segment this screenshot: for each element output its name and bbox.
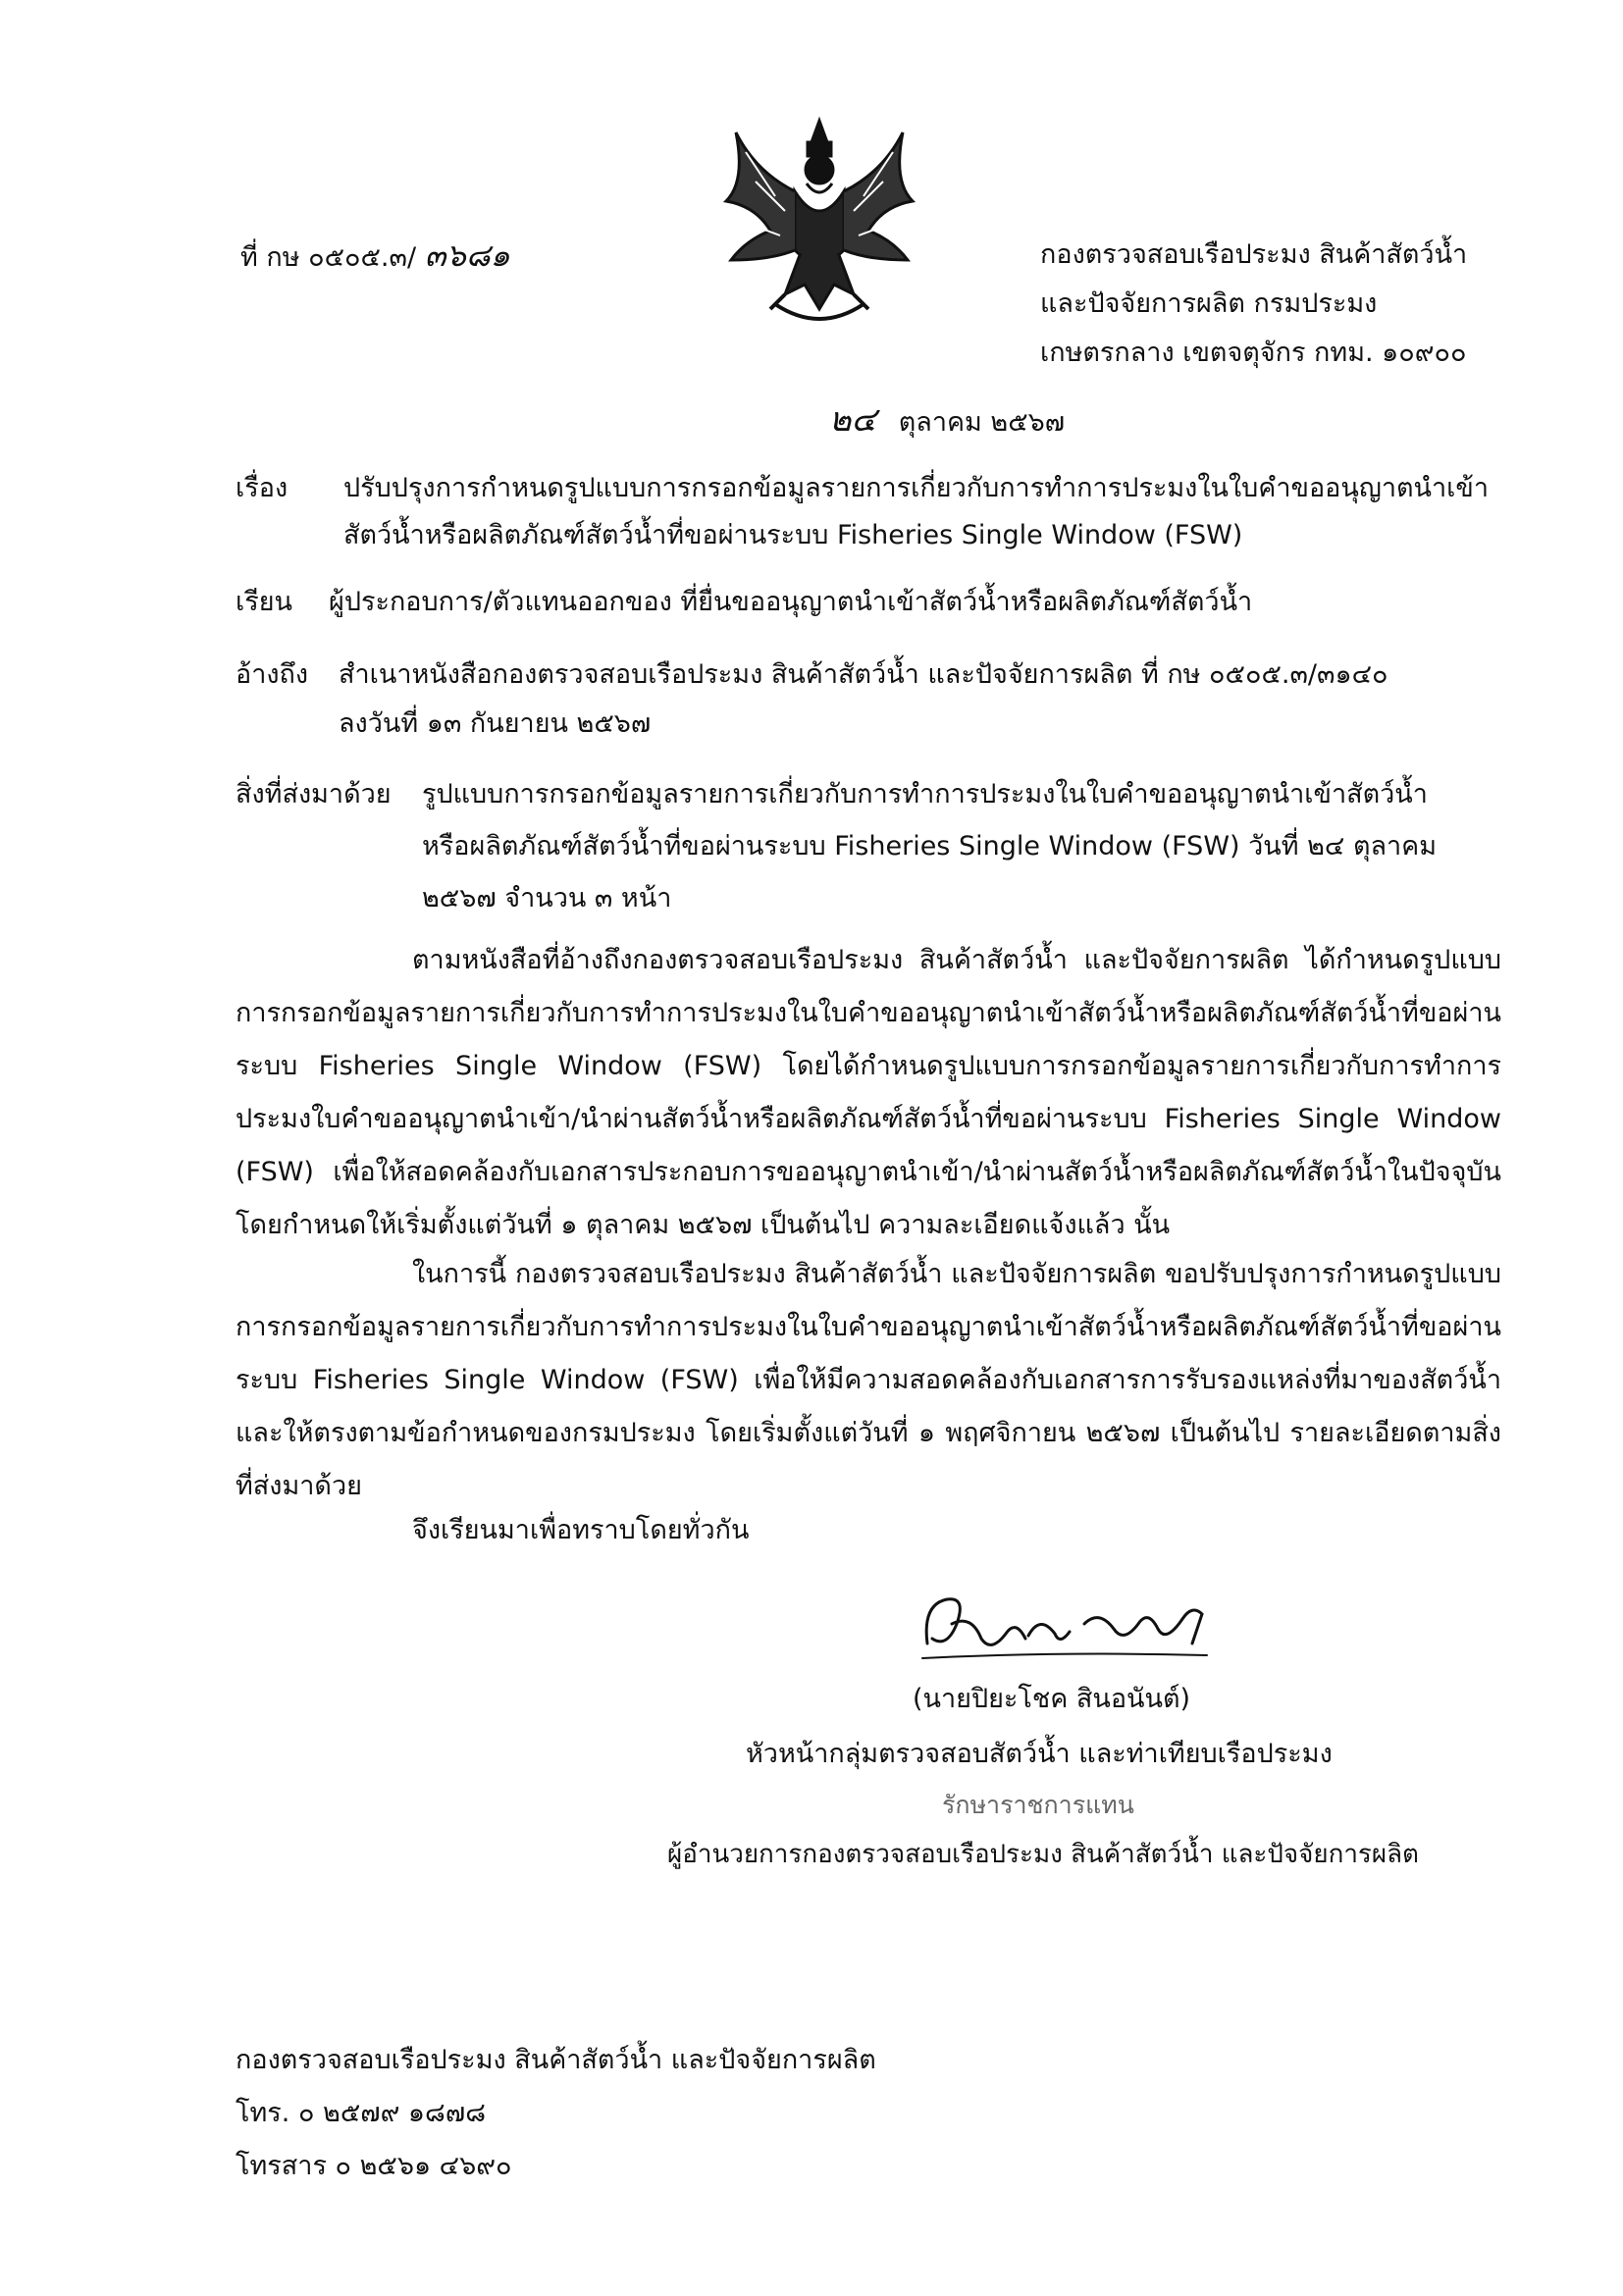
date-day-handwritten: ๒๔ [829,400,877,440]
signature-icon [913,1585,1217,1673]
enclosure-label: สิ่งที่ส่งมาด้วย [236,779,392,809]
enclosure-line-2: หรือผลิตภัณฑ์สัตว์น้ำที่ขอผ่านระบบ Fisheries Single Window (FSW) วันที่ ๒๔ ตุลาคม [422,831,1438,861]
recipient-text: ผู้ประกอบการ/ตัวแทนออกของ ที่ยื่นขออนุญาตนำเข้าสัตว์น้ำหรือผลิตภัณฑ์สัตว์น้ำ [329,587,1253,617]
enclosure-line-3: ๒๕๖๗ จำนวน ๓ หน้า [422,883,672,913]
org-address-line-1: กองตรวจสอบเรือประมง สินค้าสัตว์น้ำ [1040,239,1468,270]
closing-sentence: จึงเรียนมาเพื่อทราบโดยทั่วกัน [412,1515,750,1545]
footer-org: กองตรวจสอบเรือประมง สินค้าสัตว์น้ำ และปัจจัยการผลิต [236,2045,876,2075]
signatory-title-3: ผู้อำนวยการกองตรวจสอบเรือประมง สินค้าสัตว์น้ำ และปัจจัยการผลิต [667,1840,1419,1869]
date-month-year: ตุลาคม ๒๕๖๗ [898,407,1066,438]
reference-number-handwritten: ๓๖๘๑ [424,236,510,274]
enclosure-line-1: รูปแบบการกรอกข้อมูลรายการเกี่ยวกับการทำการประมงในใบคำขออนุญาตนำเข้าสัตว์น้ำ [422,779,1428,809]
signatory-title-2: รักษาราชการแทน [942,1791,1134,1819]
reference-line-2: ลงวันที่ ๑๓ กันยายน ๒๕๖๗ [339,708,652,739]
subject-label: เรื่อง [236,473,288,503]
signatory-title-1: หัวหน้ากลุ่มตรวจสอบสัตว์น้ำ และท่าเทียบเรือประมง [746,1739,1333,1769]
recipient-label: เรียน [236,587,293,617]
letter-date [829,400,1065,443]
org-address-line-2: และปัจจัยการผลิต กรมประมง [1040,288,1378,319]
subject-line-2: สัตว์น้ำหรือผลิตภัณฑ์สัตว์น้ำที่ขอผ่านระบบ Fisheries Single Window (FSW) [343,520,1243,550]
reference-number-prefix: ที่ กษ ๐๕๐๕.๓/ [240,242,417,273]
body-paragraph-2: ในการนี้ กองตรวจสอบเรือประมง สินค้าสัตว์น้ำ และปัจจัยการผลิต ขอปรับปรุงการกำหนดรูปแบบการกรอกข้อมูลรายการเกี่ยวกับการทำการประมงในใบคำขออนุญาตนำเข้าสัตว์น้ำหรือผลิตภัณฑ์สัตว์น้ำที่ขอผ่านระบบ Fisheries Single Window (FSW) เพื่อให้มีความสอดคล้องกับเอกสารการรับรองแหล่งที่มาของสัตว์น้ำ และให้ตรงตามข้อกำหนดของกรมประมง โดยเริ่มตั้งแต่วันที่ ๑ พฤศจิกายน ๒๕๖๗ เป็นต้นไป รายละเอียดตามสิ่งที่ส่งมาด้วย [236,1259,1501,1501]
body-paragraph-1: ตามหนังสือที่อ้างถึงกองตรวจสอบเรือประมง สินค้าสัตว์น้ำ และปัจจัยการผลิต ได้กำหนดรูปแบบการกรอกข้อมูลรายการเกี่ยวกับการทำการประมงในใบคำขออนุญาตนำเข้าสัตว์น้ำหรือผลิตภัณฑ์สัตว์น้ำที่ขอผ่านระบบ Fisheries Single Window (FSW) โดยได้กำหนดรูปแบบการกรอกข้อมูลรายการเกี่ยวกับการทำการประมงใบคำขออนุญาตนำเข้า/นำผ่านสัตว์น้ำหรือผลิตภัณฑ์สัตว์น้ำที่ขอผ่านระบบ Fisheries Single Window (FSW) เพื่อให้สอดคล้องกับเอกสารประกอบการขออนุญาตนำเข้า/นำผ่านสัตว์น้ำหรือผลิตภัณฑ์สัตว์น้ำในปัจจุบัน โดยกำหนดให้เริ่มตั้งแต่วันที่ ๑ ตุลาคม ๒๕๖๗ เป็นต้นไป ความละเอียดแจ้งแล้ว นั้น [236,945,1501,1240]
org-address-line-3: เกษตรกลาง เขตจตุจักร กทม. ๑๐๙๐๐ [1040,338,1467,368]
garuda-emblem-icon [716,113,922,334]
footer-tel: โทร. ๐ ๒๕๗๙ ๑๘๗๘ [236,2098,487,2128]
footer-fax: โทรสาร ๐ ๒๕๖๑ ๔๖๙๐ [236,2151,512,2181]
reference-label: อ้างถึง [236,659,309,690]
signatory-name: (นายปิยะโชค สินอนันต์) [913,1684,1191,1714]
reference-number [240,235,510,278]
subject-line-1: ปรับปรุงการกำหนดรูปแบบการกรอกข้อมูลรายการเกี่ยวกับการทำการประมงในใบคำขออนุญาตนำเข้า [343,473,1490,503]
reference-line-1: สำเนาหนังสือกองตรวจสอบเรือประมง สินค้าสัตว์น้ำ และปัจจัยการผลิต ที่ กษ ๐๕๐๕.๓/๓๑๔๐ [339,659,1388,690]
